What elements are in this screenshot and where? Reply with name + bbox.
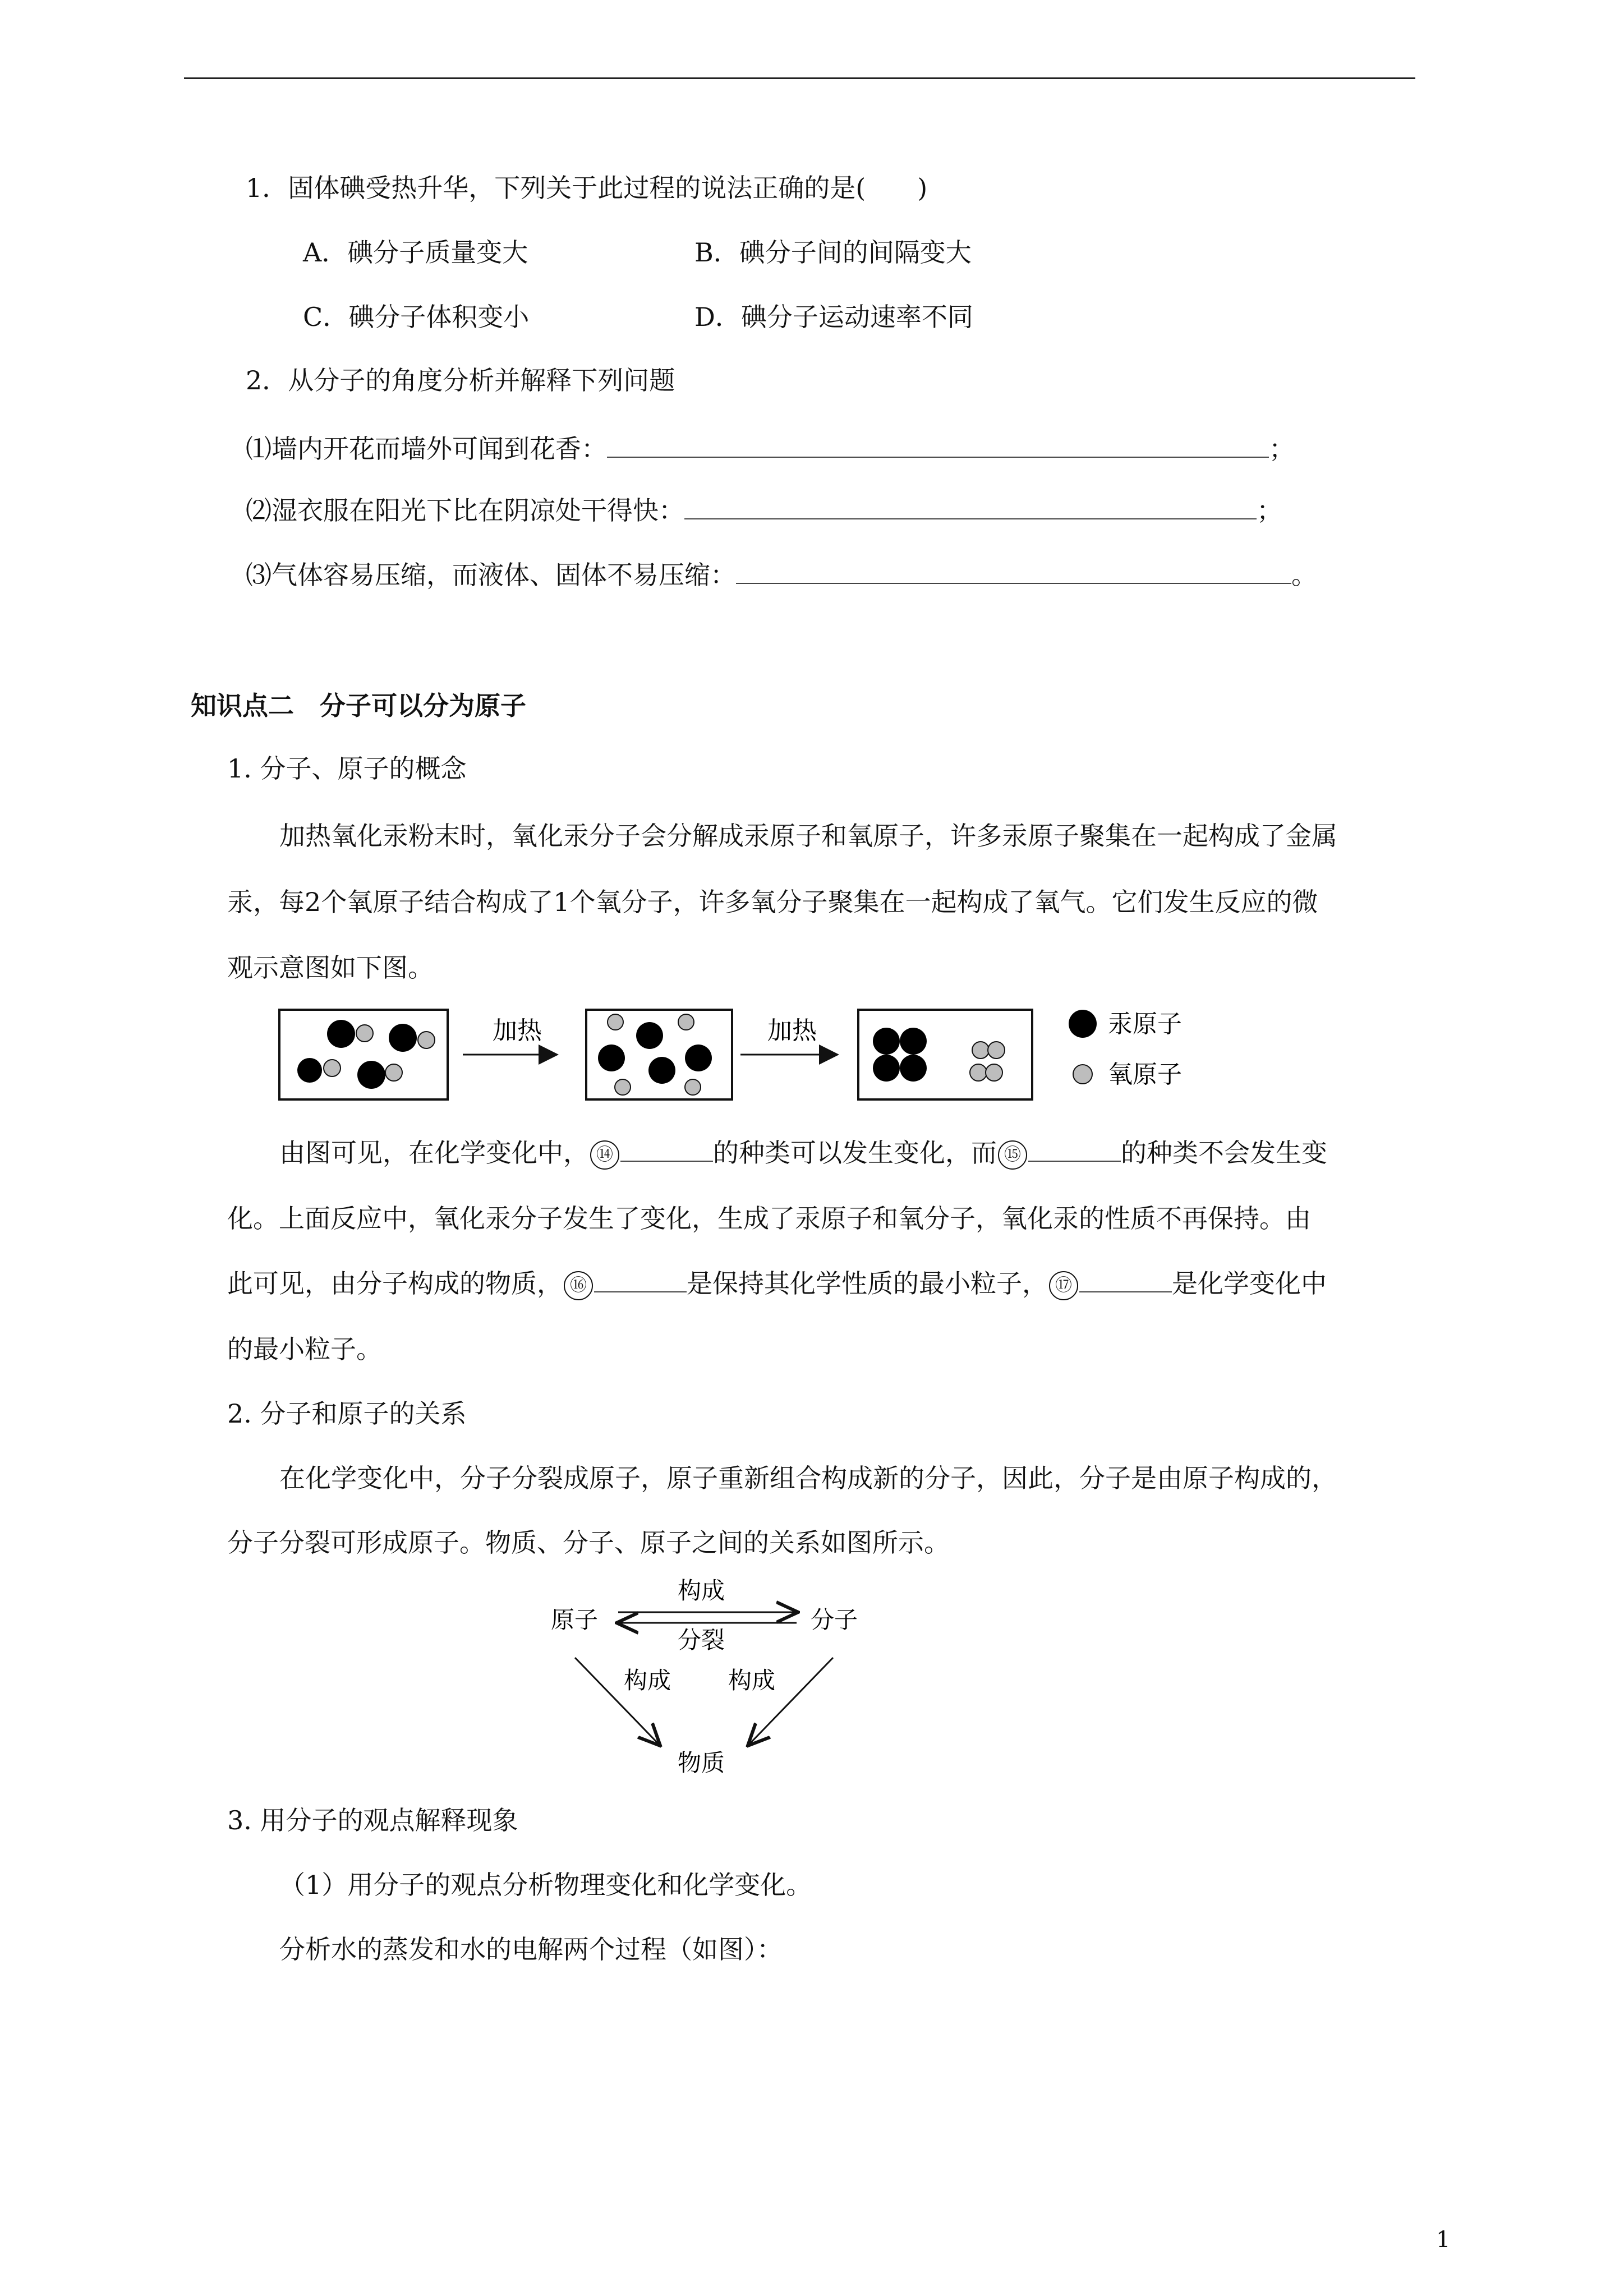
- answer-blank-17[interactable]: [1079, 1268, 1172, 1292]
- node-matter: 物质: [678, 1749, 725, 1777]
- paragraph-2-line-4: 的最小粒子。: [227, 1334, 382, 1364]
- page-number: 1: [1436, 2227, 1451, 2253]
- box-products: [858, 1010, 1032, 1099]
- q2-item-1-label: ⑴墙内开花而墙外可闻到花香：: [246, 434, 607, 464]
- paragraph-1-line-1: 加热氧化汞粉末时，氧化汞分子会分解成汞原子和氧原子，许多汞原子聚集在一起构成了金属: [279, 821, 1337, 851]
- q2-item-2: [246, 494, 1282, 527]
- mercury-atom: [357, 1061, 385, 1089]
- oxygen-atom: [685, 1079, 701, 1095]
- arrow-1-label: 加热: [493, 1016, 542, 1045]
- oxygen-atom: [324, 1060, 341, 1076]
- answer-blank[interactable]: [684, 495, 1257, 519]
- q1-option-a: A．碘分子质量变大: [303, 237, 528, 268]
- oxygen-atom: [986, 1064, 1002, 1081]
- answer-blank-15[interactable]: [1028, 1137, 1121, 1162]
- q2-item-3-end: 。: [1291, 560, 1317, 590]
- subsection-3-subtitle: （1）用分子的观点分析物理变化和化学变化。: [279, 1870, 812, 1900]
- mercury-atom: [900, 1028, 927, 1055]
- oxygen-atom: [356, 1025, 373, 1042]
- node-molecule: 分子: [811, 1606, 858, 1634]
- subsection-3-title: 3. 用分子的观点解释现象: [227, 1805, 518, 1835]
- answer-blank[interactable]: [607, 433, 1269, 458]
- paragraph-2-text-e: 是保持其化学性质的最小粒子，: [687, 1268, 1048, 1299]
- q2-item-3-label: ⑶气体容易压缩，而液体、固体不易压缩：: [246, 560, 736, 590]
- q2-item-2-label: ⑵湿衣服在阳光下比在阴凉处干得快：: [246, 495, 684, 526]
- mercury-atom: [873, 1055, 900, 1082]
- blank-number-17: ⑰: [1049, 1271, 1078, 1300]
- q2-item-2-end: ；: [1257, 495, 1282, 526]
- blank-number-14: ⑭: [590, 1140, 619, 1170]
- q2-stem: 2．从分子的角度分析并解释下列问题: [246, 365, 675, 395]
- subsection-3-text: 分析水的蒸发和水的电解两个过程（如图）：: [279, 1934, 783, 1964]
- paragraph-2-line-3: [227, 1267, 1327, 1300]
- oxygen-atom: [678, 1014, 694, 1030]
- section-heading: 知识点二 分子可以分为原子: [191, 691, 526, 721]
- answer-blank[interactable]: [736, 559, 1291, 584]
- oxygen-atom: [615, 1079, 631, 1095]
- q1-option-d: D．碘分子运动速率不同: [694, 302, 973, 332]
- paragraph-2-text-d: 此可见，由分子构成的物质，: [227, 1268, 563, 1299]
- paragraph-2-text-c: 的种类不会发生变: [1121, 1138, 1327, 1168]
- legend-oxygen-label: 氧原子: [1108, 1060, 1182, 1089]
- answer-blank-14[interactable]: [620, 1137, 713, 1162]
- paragraph-1-line-2: 汞，每2个氧原子结合构成了1个氧分子，许多氧分子聚集在一起构成了氧气。它们发生反应的微: [227, 887, 1318, 917]
- oxygen-atom: [608, 1014, 623, 1030]
- q1-option-c: C．碘分子体积变小: [303, 302, 530, 332]
- oxygen-atom: [385, 1064, 402, 1081]
- paragraph-2-text-a: 由图可见，在化学变化中，: [279, 1138, 589, 1168]
- oxygen-atom: [988, 1042, 1005, 1059]
- legend-oxygen-marker: [1073, 1065, 1092, 1084]
- paragraph-2-text-b: 的种类可以发生变化，而: [713, 1138, 997, 1168]
- mercury-atom: [636, 1022, 663, 1049]
- mercury-atom: [900, 1055, 927, 1082]
- mercury-atom: [297, 1058, 322, 1083]
- mercury-atom: [598, 1045, 625, 1071]
- label-constitute-left: 构成: [624, 1667, 671, 1694]
- label-constitute-right: 构成: [728, 1667, 776, 1694]
- q2-item-1-end: ；: [1269, 434, 1295, 464]
- subsection-1-title: 1. 分子、原子的概念: [227, 753, 467, 784]
- paragraph-2-line-1: [279, 1136, 1327, 1170]
- label-constitute-top: 构成: [678, 1577, 725, 1604]
- legend-mercury-marker: [1069, 1010, 1097, 1038]
- label-split: 分裂: [678, 1626, 725, 1654]
- node-atom: 原子: [551, 1606, 599, 1634]
- paragraph-3-line-1: 在化学变化中，分子分裂成原子，原子重新组合构成新的分子，因此，分子是由原子构成的，: [279, 1463, 1337, 1493]
- legend-mercury-label: 汞原子: [1108, 1010, 1182, 1038]
- blank-number-15: ⑮: [998, 1140, 1027, 1170]
- mercury-atom: [389, 1024, 417, 1052]
- paragraph-2-text-f: 是化学变化中: [1172, 1268, 1327, 1299]
- blank-number-16: ⑯: [564, 1271, 593, 1300]
- header-rule: [184, 77, 1415, 79]
- q1-stem: 1．固体碘受热升华，下列关于此过程的说法正确的是( ): [246, 173, 928, 203]
- arrow-2-label: 加热: [767, 1016, 817, 1045]
- answer-blank-16[interactable]: [594, 1268, 687, 1292]
- mercury-atom: [648, 1057, 675, 1084]
- paragraph-3-line-2: 分子分裂可形成原子。物质、分子、原子之间的关系如图所示。: [227, 1527, 950, 1558]
- mercury-oxide-decomposition-figure: [275, 999, 1229, 1116]
- atom-molecule-matter-diagram: [527, 1565, 931, 1784]
- paragraph-1-line-3: 观示意图如下图。: [227, 953, 434, 983]
- oxygen-atom: [972, 1042, 989, 1059]
- mercury-atom: [327, 1020, 355, 1048]
- q1-option-b: B．碘分子间的间隔变大: [694, 237, 972, 268]
- mercury-atom: [685, 1045, 712, 1071]
- subsection-2-title: 2. 分子和原子的关系: [227, 1398, 467, 1429]
- oxygen-atom: [970, 1064, 987, 1081]
- oxygen-atom: [418, 1032, 435, 1048]
- paragraph-2-line-2: 化。上面反应中，氧化汞分子发生了变化，生成了汞原子和氧分子，氧化汞的性质不再保持。由: [227, 1203, 1311, 1234]
- q2-item-3: [246, 558, 1317, 592]
- mercury-atom: [873, 1028, 900, 1055]
- q2-item-1: [246, 432, 1295, 466]
